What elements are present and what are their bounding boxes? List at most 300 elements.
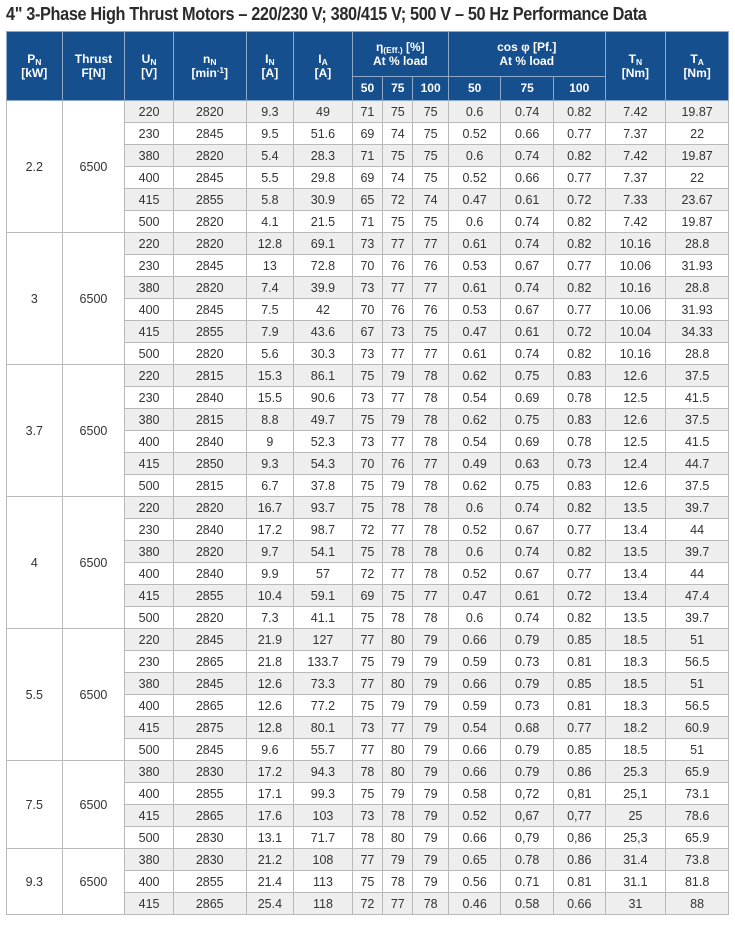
eff-50-cell: 70 — [352, 255, 382, 277]
table-row — [7, 629, 729, 651]
nn-cell: 2855 — [173, 321, 246, 343]
pf-100-cell: 0.72 — [553, 585, 605, 607]
tn-cell: 12.6 — [605, 365, 666, 387]
tn-cell: 7.33 — [605, 189, 666, 211]
pf-75-cell: 0,79 — [501, 827, 554, 849]
eff-50-cell: 78 — [352, 761, 382, 783]
pf-50-cell: 0.52 — [448, 519, 501, 541]
pf-50-cell: 0.54 — [448, 387, 501, 409]
ia-cell: 37.8 — [294, 475, 353, 497]
eff-100-cell: 79 — [413, 717, 448, 739]
table-body — [7, 101, 729, 915]
ta-cell: 88 — [666, 893, 729, 915]
power-cell: 5.5 — [7, 629, 63, 761]
pf-100-cell: 0.72 — [553, 321, 605, 343]
un-cell: 500 — [125, 211, 174, 233]
tn-cell: 12.5 — [605, 431, 666, 453]
pf-75-cell: 0.75 — [501, 365, 554, 387]
eff-100-cell: 78 — [413, 607, 448, 629]
pf-75-cell: 0.75 — [501, 475, 554, 497]
eff-50-cell: 69 — [352, 167, 382, 189]
eff-100-cell: 75 — [413, 123, 448, 145]
in-cell: 21.9 — [246, 629, 294, 651]
pf-100-cell: 0.77 — [553, 255, 605, 277]
pf-100-cell: 0.81 — [553, 871, 605, 893]
nn-cell: 2830 — [173, 761, 246, 783]
eff-50-cell: 75 — [352, 409, 382, 431]
un-cell: 400 — [125, 431, 174, 453]
eff-100-cell: 78 — [413, 519, 448, 541]
eff-75-cell: 74 — [383, 167, 413, 189]
eff-75-cell: 75 — [383, 101, 413, 123]
ta-cell: 78.6 — [666, 805, 729, 827]
in-cell: 17.2 — [246, 519, 294, 541]
tn-cell: 10.06 — [605, 255, 666, 277]
un-cell: 500 — [125, 343, 174, 365]
header-eff-load-100: 100 — [413, 77, 448, 101]
pf-75-cell: 0.66 — [501, 123, 554, 145]
ia-cell: 86.1 — [294, 365, 353, 387]
header-nn: nN $[\min^{-1}]$ — [173, 32, 246, 101]
in-cell: 15.3 — [246, 365, 294, 387]
nn-cell: 2845 — [173, 673, 246, 695]
in-cell: 7.5 — [246, 299, 294, 321]
pf-75-cell: 0.79 — [501, 739, 554, 761]
eff-75-cell: 79 — [383, 409, 413, 431]
in-cell: 9 — [246, 431, 294, 453]
un-cell: 415 — [125, 805, 174, 827]
power-cell: 3 — [7, 233, 63, 365]
eff-100-cell: 78 — [413, 365, 448, 387]
eff-50-cell: 71 — [352, 145, 382, 167]
un-cell: 380 — [125, 761, 174, 783]
in-cell: 7.9 — [246, 321, 294, 343]
ia-cell: 113 — [294, 871, 353, 893]
tn-cell: 7.42 — [605, 145, 666, 167]
eff-100-cell: 75 — [413, 145, 448, 167]
un-cell: 220 — [125, 365, 174, 387]
nn-cell: 2820 — [173, 145, 246, 167]
ia-cell: 42 — [294, 299, 353, 321]
pf-75-cell: 0.67 — [501, 299, 554, 321]
eff-50-cell: 75 — [352, 497, 382, 519]
tn-cell: 7.37 — [605, 167, 666, 189]
power-cell: 3.7 — [7, 365, 63, 497]
tn-cell: 31 — [605, 893, 666, 915]
nn-cell: 2815 — [173, 409, 246, 431]
ta-cell: 23.67 — [666, 189, 729, 211]
eff-50-cell: 75 — [352, 871, 382, 893]
nn-cell: 2840 — [173, 563, 246, 585]
header-pf-load-75: 75 — [501, 77, 554, 101]
eff-50-cell: 73 — [352, 233, 382, 255]
eff-50-cell: 77 — [352, 739, 382, 761]
un-cell: 400 — [125, 783, 174, 805]
tn-cell: 25,1 — [605, 783, 666, 805]
in-cell: 9.3 — [246, 453, 294, 475]
ta-cell: 37.5 — [666, 409, 729, 431]
pf-75-cell: 0.67 — [501, 519, 554, 541]
nn-cell: 2845 — [173, 299, 246, 321]
eff-75-cell: 79 — [383, 783, 413, 805]
pf-50-cell: 0.62 — [448, 365, 501, 387]
pf-75-cell: 0.69 — [501, 387, 554, 409]
un-cell: 500 — [125, 607, 174, 629]
un-cell: 380 — [125, 145, 174, 167]
pf-75-cell: 0.73 — [501, 695, 554, 717]
ia-cell: 118 — [294, 893, 353, 915]
pf-100-cell: 0.82 — [553, 497, 605, 519]
table-row — [7, 497, 729, 519]
eff-100-cell: 79 — [413, 739, 448, 761]
eff-100-cell: 79 — [413, 849, 448, 871]
pf-100-cell: 0,81 — [553, 783, 605, 805]
header-efficiency: η(Eff.) [%] At % load — [352, 32, 448, 77]
eff-100-cell: 75 — [413, 211, 448, 233]
pf-100-cell: 0.85 — [553, 629, 605, 651]
nn-cell: 2855 — [173, 783, 246, 805]
pf-75-cell: 0.74 — [501, 233, 554, 255]
pf-75-cell: 0.79 — [501, 761, 554, 783]
ia-cell: 29.8 — [294, 167, 353, 189]
tn-cell: 10.06 — [605, 299, 666, 321]
eff-50-cell: 75 — [352, 475, 382, 497]
in-cell: 9.3 — [246, 101, 294, 123]
nn-cell: 2840 — [173, 519, 246, 541]
ta-cell: 28.8 — [666, 343, 729, 365]
eff-75-cell: 77 — [383, 431, 413, 453]
eff-100-cell: 79 — [413, 827, 448, 849]
ia-cell: 54.1 — [294, 541, 353, 563]
eff-100-cell: 77 — [413, 277, 448, 299]
in-cell: 25.4 — [246, 893, 294, 915]
eff-100-cell: 78 — [413, 497, 448, 519]
eff-100-cell: 77 — [413, 585, 448, 607]
tn-cell: 18.2 — [605, 717, 666, 739]
pf-75-cell: 0.66 — [501, 167, 554, 189]
in-cell: 21.4 — [246, 871, 294, 893]
pf-50-cell: 0.66 — [448, 629, 501, 651]
tn-cell: 13.5 — [605, 607, 666, 629]
pf-50-cell: 0.62 — [448, 409, 501, 431]
pf-50-cell: 0.61 — [448, 343, 501, 365]
ta-cell: 19.87 — [666, 101, 729, 123]
eff-50-cell: 77 — [352, 849, 382, 871]
pf-100-cell: 0.82 — [553, 101, 605, 123]
un-cell: 230 — [125, 123, 174, 145]
in-cell: 5.8 — [246, 189, 294, 211]
ia-cell: 30.3 — [294, 343, 353, 365]
header-pn: PN [kW] — [7, 32, 63, 101]
eff-100-cell: 78 — [413, 431, 448, 453]
nn-cell: 2855 — [173, 189, 246, 211]
pf-75-cell: 0.74 — [501, 101, 554, 123]
eff-50-cell: 73 — [352, 431, 382, 453]
pf-75-cell: 0.68 — [501, 717, 554, 739]
header-in: IN [A] — [246, 32, 294, 101]
eff-75-cell: 78 — [383, 871, 413, 893]
pf-50-cell: 0.6 — [448, 145, 501, 167]
performance-table — [6, 31, 729, 915]
nn-cell: 2865 — [173, 805, 246, 827]
nn-cell: 2820 — [173, 541, 246, 563]
un-cell: 415 — [125, 585, 174, 607]
eff-50-cell: 67 — [352, 321, 382, 343]
eff-50-cell: 73 — [352, 805, 382, 827]
pf-75-cell: 0.67 — [501, 255, 554, 277]
pf-50-cell: 0.49 — [448, 453, 501, 475]
pf-50-cell: 0.47 — [448, 189, 501, 211]
table-row — [7, 849, 729, 871]
un-cell: 220 — [125, 497, 174, 519]
nn-cell: 2845 — [173, 739, 246, 761]
in-cell: 9.9 — [246, 563, 294, 585]
ia-cell: 49 — [294, 101, 353, 123]
ia-cell: 59.1 — [294, 585, 353, 607]
ta-cell: 41.5 — [666, 387, 729, 409]
eff-75-cell: 78 — [383, 541, 413, 563]
ta-cell: 44 — [666, 519, 729, 541]
pf-75-cell: 0.58 — [501, 893, 554, 915]
ia-cell: 98.7 — [294, 519, 353, 541]
pf-100-cell: 0.82 — [553, 145, 605, 167]
tn-cell: 25,3 — [605, 827, 666, 849]
eff-50-cell: 65 — [352, 189, 382, 211]
pf-75-cell: 0.69 — [501, 431, 554, 453]
ia-cell: 127 — [294, 629, 353, 651]
pf-50-cell: 0.66 — [448, 827, 501, 849]
un-cell: 500 — [125, 475, 174, 497]
table-row — [7, 233, 729, 255]
tn-cell: 18.5 — [605, 739, 666, 761]
in-cell: 5.6 — [246, 343, 294, 365]
eff-50-cell: 75 — [352, 695, 382, 717]
in-cell: 7.3 — [246, 607, 294, 629]
tn-cell: 31.4 — [605, 849, 666, 871]
ia-cell: 55.7 — [294, 739, 353, 761]
un-cell: 400 — [125, 871, 174, 893]
ta-cell: 41.5 — [666, 431, 729, 453]
pf-100-cell: 0.72 — [553, 189, 605, 211]
ta-cell: 28.8 — [666, 233, 729, 255]
ia-cell: 93.7 — [294, 497, 353, 519]
eff-50-cell: 75 — [352, 651, 382, 673]
pf-50-cell: 0.47 — [448, 321, 501, 343]
ia-cell: 80.1 — [294, 717, 353, 739]
pf-100-cell: 0.77 — [553, 167, 605, 189]
ia-cell: 21.5 — [294, 211, 353, 233]
pf-50-cell: 0.46 — [448, 893, 501, 915]
eff-75-cell: 79 — [383, 695, 413, 717]
eff-50-cell: 73 — [352, 717, 382, 739]
ia-cell: 103 — [294, 805, 353, 827]
eff-100-cell: 78 — [413, 893, 448, 915]
eff-75-cell: 80 — [383, 673, 413, 695]
pf-75-cell: 0.73 — [501, 651, 554, 673]
ta-cell: 31.93 — [666, 299, 729, 321]
eff-75-cell: 77 — [383, 343, 413, 365]
thrust-cell: 6500 — [62, 233, 125, 365]
pf-100-cell: 0,86 — [553, 827, 605, 849]
pf-75-cell: 0.74 — [501, 607, 554, 629]
ta-cell: 56.5 — [666, 695, 729, 717]
pf-50-cell: 0.59 — [448, 651, 501, 673]
nn-cell: 2865 — [173, 695, 246, 717]
pf-50-cell: 0.52 — [448, 123, 501, 145]
pf-50-cell: 0.62 — [448, 475, 501, 497]
pf-100-cell: 0.85 — [553, 739, 605, 761]
eff-75-cell: 80 — [383, 739, 413, 761]
tn-cell: 13.4 — [605, 563, 666, 585]
ia-cell: 41.1 — [294, 607, 353, 629]
eff-100-cell: 78 — [413, 409, 448, 431]
pf-50-cell: 0.6 — [448, 497, 501, 519]
pf-100-cell: 0.81 — [553, 695, 605, 717]
nn-cell: 2840 — [173, 387, 246, 409]
nn-cell: 2830 — [173, 849, 246, 871]
tn-cell: 12.5 — [605, 387, 666, 409]
ia-cell: 43.6 — [294, 321, 353, 343]
ta-cell: 37.5 — [666, 365, 729, 387]
pf-50-cell: 0.6 — [448, 101, 501, 123]
nn-cell: 2845 — [173, 123, 246, 145]
pf-100-cell: 0.85 — [553, 673, 605, 695]
pf-100-cell: 0.83 — [553, 365, 605, 387]
in-cell: 12.6 — [246, 695, 294, 717]
ia-cell: 99.3 — [294, 783, 353, 805]
header-un: UN [V] — [125, 32, 174, 101]
eff-75-cell: 77 — [383, 563, 413, 585]
ia-cell: 90.6 — [294, 387, 353, 409]
un-cell: 380 — [125, 849, 174, 871]
pf-50-cell: 0.53 — [448, 299, 501, 321]
eff-75-cell: 78 — [383, 497, 413, 519]
tn-cell: 12.6 — [605, 409, 666, 431]
pf-75-cell: 0.74 — [501, 277, 554, 299]
nn-cell: 2820 — [173, 233, 246, 255]
pf-75-cell: 0.71 — [501, 871, 554, 893]
eff-50-cell: 77 — [352, 629, 382, 651]
eff-100-cell: 78 — [413, 475, 448, 497]
un-cell: 230 — [125, 519, 174, 541]
eff-100-cell: 79 — [413, 783, 448, 805]
eff-50-cell: 70 — [352, 299, 382, 321]
ia-cell: 54.3 — [294, 453, 353, 475]
eff-100-cell: 77 — [413, 453, 448, 475]
pf-100-cell: 0.82 — [553, 211, 605, 233]
eff-50-cell: 75 — [352, 783, 382, 805]
ia-cell: 73.3 — [294, 673, 353, 695]
un-cell: 220 — [125, 629, 174, 651]
un-cell: 415 — [125, 893, 174, 915]
un-cell: 380 — [125, 409, 174, 431]
eff-100-cell: 79 — [413, 805, 448, 827]
in-cell: 13.1 — [246, 827, 294, 849]
un-cell: 415 — [125, 717, 174, 739]
in-cell: 5.5 — [246, 167, 294, 189]
in-cell: 13 — [246, 255, 294, 277]
eff-100-cell: 79 — [413, 629, 448, 651]
in-cell: 4.1 — [246, 211, 294, 233]
ta-cell: 51 — [666, 629, 729, 651]
nn-cell: 2820 — [173, 211, 246, 233]
pf-100-cell: 0.82 — [553, 607, 605, 629]
in-cell: 9.6 — [246, 739, 294, 761]
tn-cell: 7.37 — [605, 123, 666, 145]
page-title: 4" 3-Phase High Thrust Motors – 220/230 V; 380/415 V; 500 V – 50 Hz Performance Data — [6, 3, 647, 24]
eff-100-cell: 77 — [413, 233, 448, 255]
table-row — [7, 101, 729, 123]
eff-100-cell: 76 — [413, 255, 448, 277]
ta-cell: 19.87 — [666, 211, 729, 233]
un-cell: 400 — [125, 167, 174, 189]
pf-100-cell: 0,77 — [553, 805, 605, 827]
ta-cell: 44 — [666, 563, 729, 585]
un-cell: 380 — [125, 673, 174, 695]
pf-100-cell: 0.78 — [553, 431, 605, 453]
ta-cell: 28.8 — [666, 277, 729, 299]
eff-100-cell: 79 — [413, 695, 448, 717]
tn-cell: 12.4 — [605, 453, 666, 475]
nn-cell: 2840 — [173, 431, 246, 453]
eff-50-cell: 78 — [352, 827, 382, 849]
un-cell: 380 — [125, 277, 174, 299]
eff-50-cell: 72 — [352, 893, 382, 915]
ta-cell: 22 — [666, 123, 729, 145]
pf-50-cell: 0.6 — [448, 541, 501, 563]
un-cell: 400 — [125, 695, 174, 717]
nn-cell: 2855 — [173, 585, 246, 607]
eff-75-cell: 78 — [383, 607, 413, 629]
pf-75-cell: 0.75 — [501, 409, 554, 431]
nn-cell: 2830 — [173, 827, 246, 849]
ia-cell: 51.6 — [294, 123, 353, 145]
eff-50-cell: 72 — [352, 563, 382, 585]
ia-cell: 30.9 — [294, 189, 353, 211]
ta-cell: 56.5 — [666, 651, 729, 673]
thrust-cell: 6500 — [62, 849, 125, 915]
pf-100-cell: 0.78 — [553, 387, 605, 409]
pf-75-cell: 0.74 — [501, 145, 554, 167]
pf-50-cell: 0.52 — [448, 167, 501, 189]
pf-75-cell: 0,72 — [501, 783, 554, 805]
eff-75-cell: 80 — [383, 761, 413, 783]
in-cell: 5.4 — [246, 145, 294, 167]
ia-cell: 71.7 — [294, 827, 353, 849]
eff-75-cell: 74 — [383, 123, 413, 145]
tn-cell: 25 — [605, 805, 666, 827]
thrust-cell: 6500 — [62, 101, 125, 233]
eff-75-cell: 76 — [383, 453, 413, 475]
pf-75-cell: 0.61 — [501, 585, 554, 607]
eff-75-cell: 79 — [383, 475, 413, 497]
header-tn: TN [Nm] — [605, 32, 666, 101]
power-cell: 9.3 — [7, 849, 63, 915]
ia-cell: 133.7 — [294, 651, 353, 673]
thrust-cell: 6500 — [62, 497, 125, 629]
nn-cell: 2865 — [173, 893, 246, 915]
eff-50-cell: 75 — [352, 365, 382, 387]
pf-50-cell: 0.58 — [448, 783, 501, 805]
tn-cell: 31.1 — [605, 871, 666, 893]
ta-cell: 73.1 — [666, 783, 729, 805]
header-pf-load-50: 50 — [448, 77, 501, 101]
nn-cell: 2820 — [173, 497, 246, 519]
un-cell: 230 — [125, 387, 174, 409]
ia-cell: 52.3 — [294, 431, 353, 453]
eff-50-cell: 71 — [352, 101, 382, 123]
tn-cell: 25.3 — [605, 761, 666, 783]
